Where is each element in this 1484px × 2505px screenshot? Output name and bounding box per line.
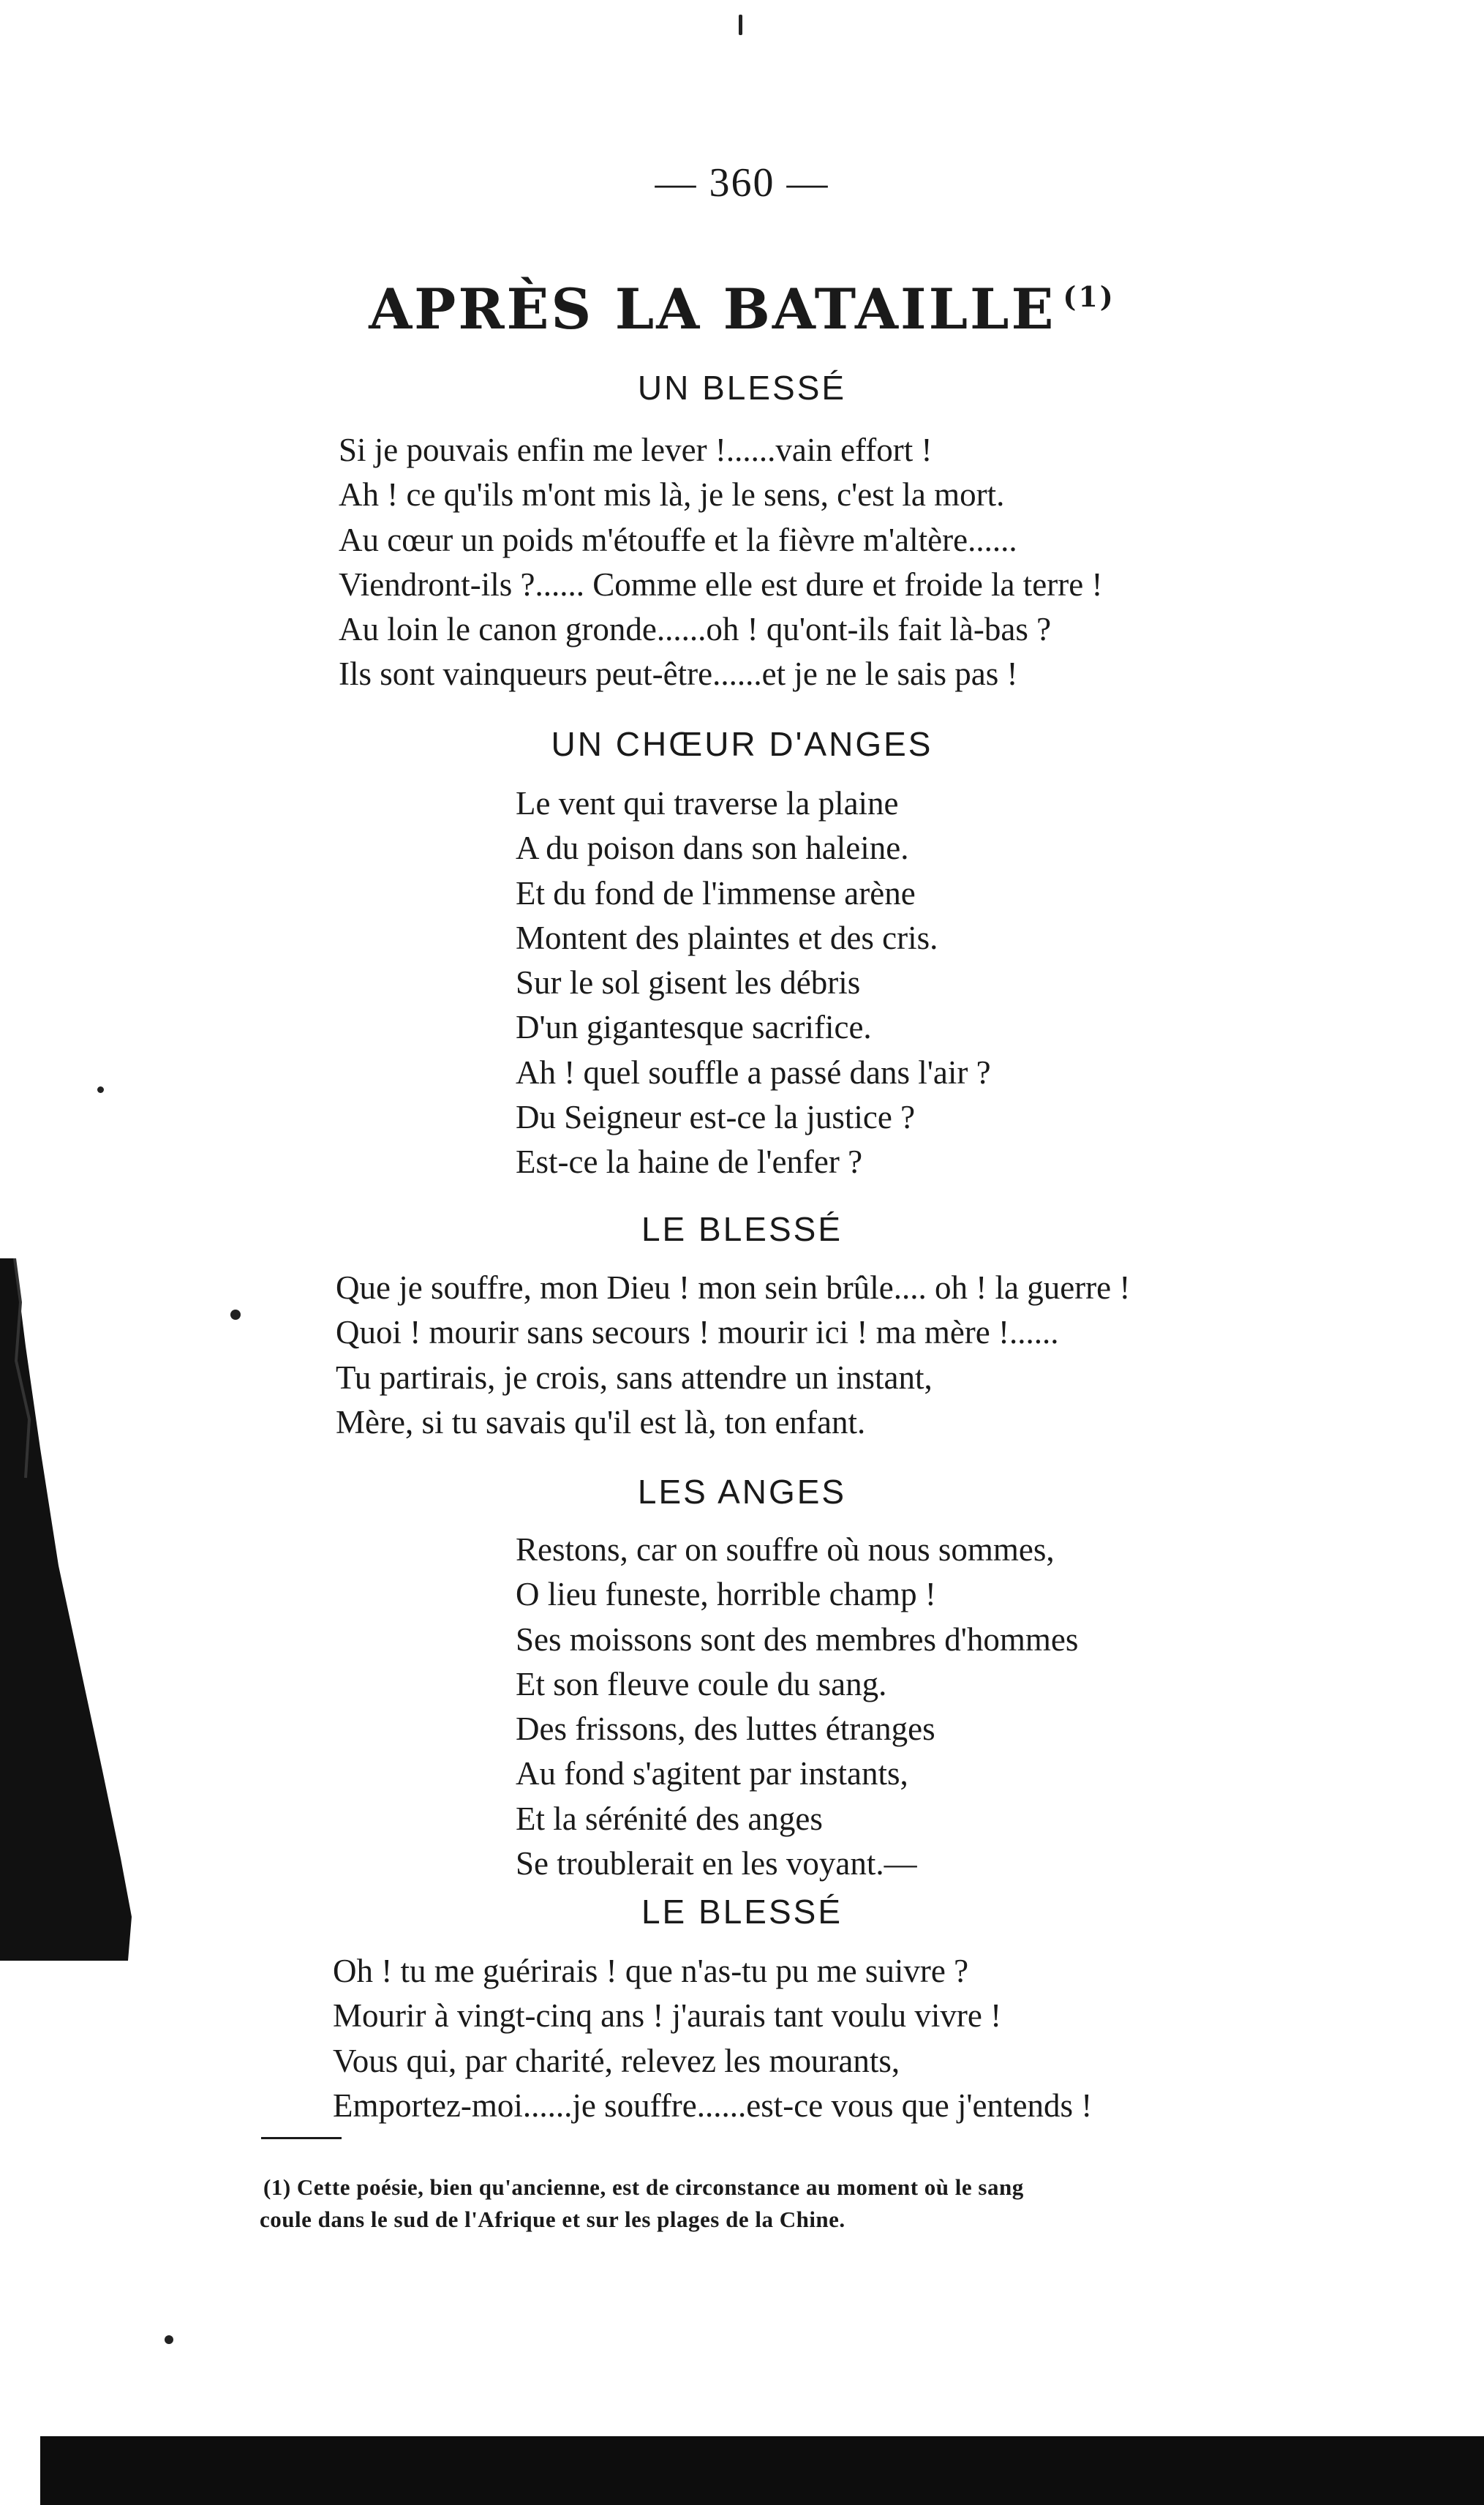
verse-line: Se troublerait en les voyant.—	[516, 1845, 917, 1882]
scan-speck	[230, 1310, 241, 1320]
verse-line: Ah ! ce qu'ils m'ont mis là, je le sens, c'est la mort.	[339, 476, 1005, 514]
scan-speck	[165, 2335, 173, 2344]
verse-line: Mourir à vingt-cinq ans ! j'aurais tant voulu vivre !	[333, 1997, 1002, 2035]
footnote-line: coule dans le sud de l'Afrique et sur les plages de la Chine.	[260, 2207, 845, 2232]
verse-line: Oh ! tu me guérirais ! que n'as-tu pu me suivre ?	[333, 1953, 969, 1989]
footnote-line: (1) Cette poésie, bien qu'ancienne, est de circonstance au moment où le sang	[263, 2174, 1024, 2200]
page-number: — 360 —	[655, 160, 829, 206]
stanza-wounded-2	[336, 1266, 1130, 1445]
verse-line: O lieu funeste, horrible champ !	[516, 1576, 936, 1613]
verse-line: Et son fleuve coule du sang.	[516, 1665, 887, 1702]
verse-line: A du poison dans son haleine.	[516, 830, 909, 867]
section-heading-wounded-2: LE BLESSÉ	[641, 1210, 843, 1248]
verse-line: Tu partirais, je crois, sans attendre un instant,	[336, 1359, 933, 1396]
verse-line: Du Seigneur est-ce la justice ?	[516, 1099, 916, 1136]
poem-title	[0, 277, 1484, 342]
verse-line: Si je pouvais enfin me lever !......vain effort !	[339, 432, 933, 468]
scan-edge-shadow	[0, 1258, 139, 1961]
verse-line: Mère, si tu savais qu'il est là, ton enfant.	[336, 1403, 866, 1441]
verse-line: Et du fond de l'immense arène	[516, 874, 916, 912]
verse-line: Restons, car on souffre où nous sommes,	[516, 1531, 1055, 1568]
verse-line: Montent des plaintes et des cris.	[516, 919, 938, 956]
verse-line: Des frissons, des luttes étranges	[516, 1710, 935, 1748]
stanza-wounded-3	[333, 1949, 1092, 2128]
verse-line: Viendront-ils ?...... Comme elle est dure et froide la terre !	[339, 566, 1103, 603]
section-heading-wounded-3: LE BLESSÉ	[641, 1893, 843, 1931]
section-heading-angel-choir: UN CHŒUR D'ANGES	[551, 725, 933, 763]
footnote	[260, 2171, 1371, 2236]
section-heading-wounded: UN BLESSÉ	[637, 369, 847, 407]
stanza-angel-choir	[516, 781, 991, 1185]
verse-line: Au fond s'agitent par instants,	[516, 1755, 908, 1792]
verse-line: Vous qui, par charité, relevez les mourants,	[333, 2042, 900, 2079]
verse-line: Ah ! quel souffle a passé dans l'air ?	[516, 1054, 991, 1091]
scan-bottom-bar	[40, 2436, 1484, 2505]
verse-line: Au loin le canon gronde......oh ! qu'ont-ils fait là-bas ?	[339, 611, 1052, 648]
poem-title-text: APRÈS LA BATAILLE	[369, 277, 1056, 342]
footnote-rule	[261, 2137, 342, 2139]
stanza-angels	[516, 1528, 1078, 1886]
verse-line: Au cœur un poids m'étouffe et la fièvre m'altère......	[339, 521, 1017, 558]
verse-line: Sur le sol gisent les débris	[516, 964, 861, 1002]
section-heading-angels: LES ANGES	[637, 1473, 847, 1511]
footnote-marker: (1)	[1063, 280, 1115, 313]
verse-line: D'un gigantesque sacrifice.	[516, 1009, 872, 1046]
verse-line: Et la sérénité des anges	[516, 1800, 823, 1837]
verse-line: Est-ce la haine de l'enfer ?	[516, 1143, 863, 1181]
verse-line: Que je souffre, mon Dieu ! mon sein brûle.... oh ! la guerre !	[336, 1269, 1131, 1306]
verse-line: Emportez-moi......je souffre......est-ce vous que j'entends !	[333, 2087, 1093, 2124]
verse-line: Quoi ! mourir sans secours ! mourir ici ! ma mère !......	[336, 1314, 1059, 1351]
scan-speck	[97, 1086, 104, 1093]
verse-line: Ils sont vainqueurs peut-être......et je ne le sais pas !	[339, 656, 1018, 693]
verse-line: Le vent qui traverse la plaine	[516, 785, 899, 822]
scan-speck	[739, 15, 742, 35]
stanza-wounded-1	[339, 428, 1102, 697]
verse-line: Ses moissons sont des membres d'hommes	[516, 1620, 1079, 1658]
